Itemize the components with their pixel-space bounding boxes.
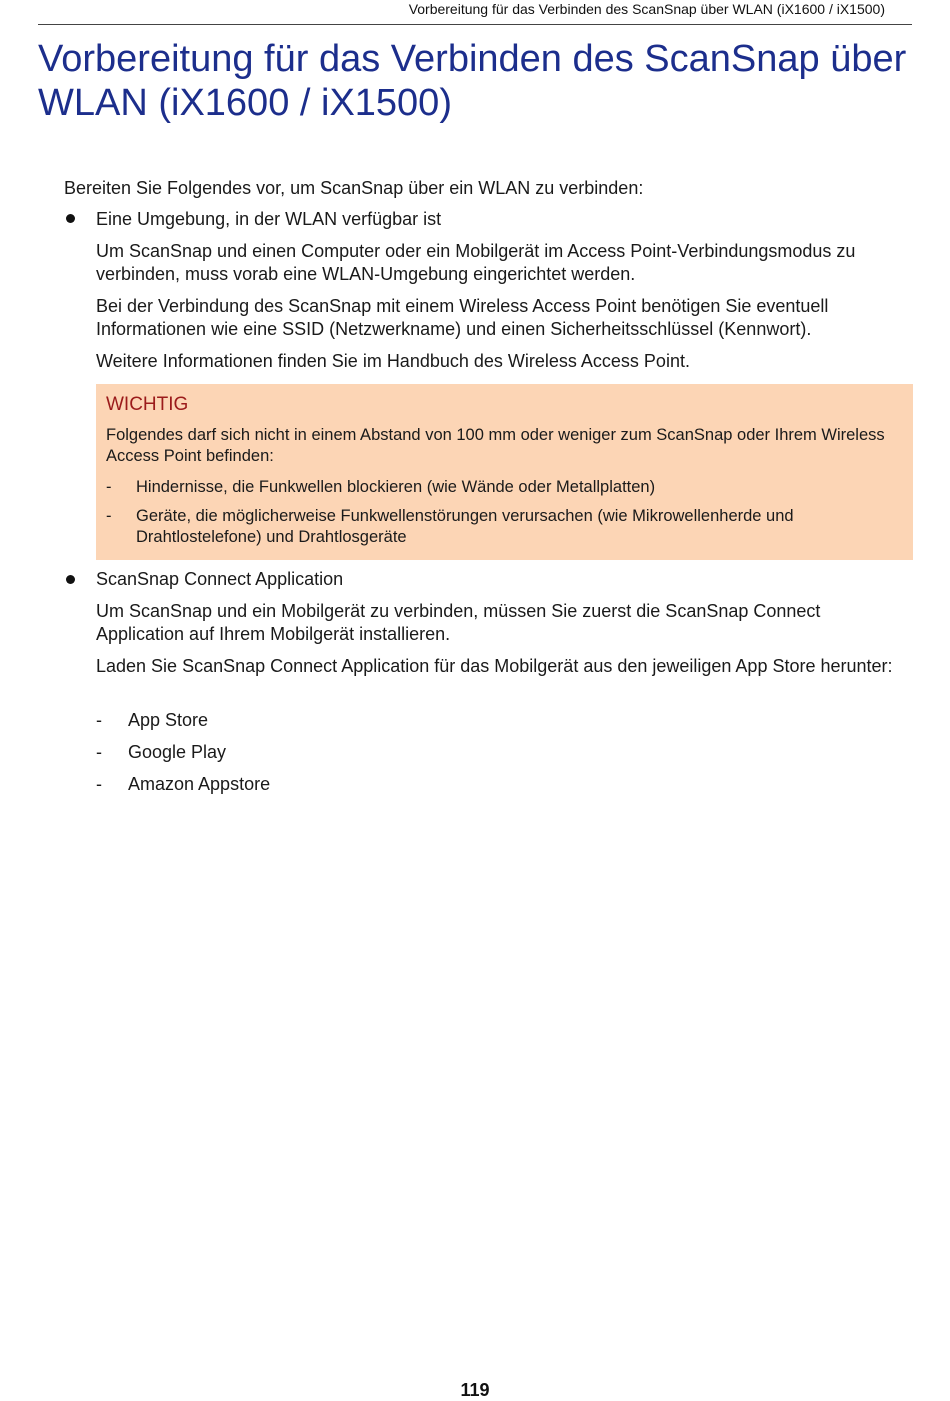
intro-text: Bereiten Sie Folgendes vor, um ScanSnap über ein WLAN zu verbinden: (64, 178, 644, 198)
important-notice (96, 384, 913, 560)
bullet-dot (66, 214, 75, 223)
paragraph: Um ScanSnap und einen Computer oder ein Mobilgerät im Access Point-Verbindungsmodus zu verbinden, muss vorab eine WLAN-Umgebung eingerichtet werden. (96, 241, 856, 284)
dash-marker: - (96, 774, 102, 794)
store-item-app-store: App Store (128, 710, 209, 730)
header-rule (38, 24, 912, 25)
paragraph: Weitere Informationen finden Sie im Handbuch des Wireless Access Point. (96, 351, 690, 371)
bullet-heading: Eine Umgebung, in der WLAN verfügbar ist (96, 209, 442, 229)
dash-marker: - (96, 742, 102, 762)
notice-title: WICHTIG (106, 394, 189, 415)
bullet-dot (66, 575, 75, 584)
notice-item: Geräte, die möglicherweise Funkwellenstörungen verursachen (wie Mikrowellenherde und Drahtlostelefone) und Drahtlosgeräte (136, 507, 794, 546)
paragraph: Bei der Verbindung des ScanSnap mit einem Wireless Access Point benötigen Sie eventuell Informationen wie eine SSID (Netzwerkname) und einen Sicherheitsschlüssel (Kennwort). (96, 296, 829, 339)
notice-item: Hindernisse, die Funkwellen blockieren (wie Wände oder Metallplatten) (136, 478, 656, 496)
page-number: 119 (460, 1380, 490, 1400)
dash-marker: - (106, 478, 112, 496)
store-item-google-play: Google Play (128, 742, 227, 762)
dash-marker: - (106, 507, 112, 525)
bullet-heading: ScanSnap Connect Application (96, 569, 344, 589)
page-title: Vorbereitung für das Verbinden des ScanSnap über WLAN (iX1600 / iX1500) (38, 38, 907, 124)
running-header: Vorbereitung für das Verbinden des ScanSnap über WLAN (iX1600 / iX1500) (408, 1, 885, 17)
store-item-amazon-appstore: Amazon Appstore (128, 774, 271, 794)
notice-text: Folgendes darf sich nicht in einem Abstand von 100 mm oder weniger zum ScanSnap oder Ihrem Wireless Access Point befinden: (106, 426, 885, 465)
paragraph: Um ScanSnap und ein Mobilgerät zu verbinden, müssen Sie zuerst die ScanSnap Connect Application auf Ihrem Mobilgerät installieren. (96, 601, 821, 644)
dash-marker: - (96, 710, 102, 730)
paragraph: Laden Sie ScanSnap Connect Application für das Mobilgerät aus den jeweiligen App Store herunter: (96, 656, 893, 676)
